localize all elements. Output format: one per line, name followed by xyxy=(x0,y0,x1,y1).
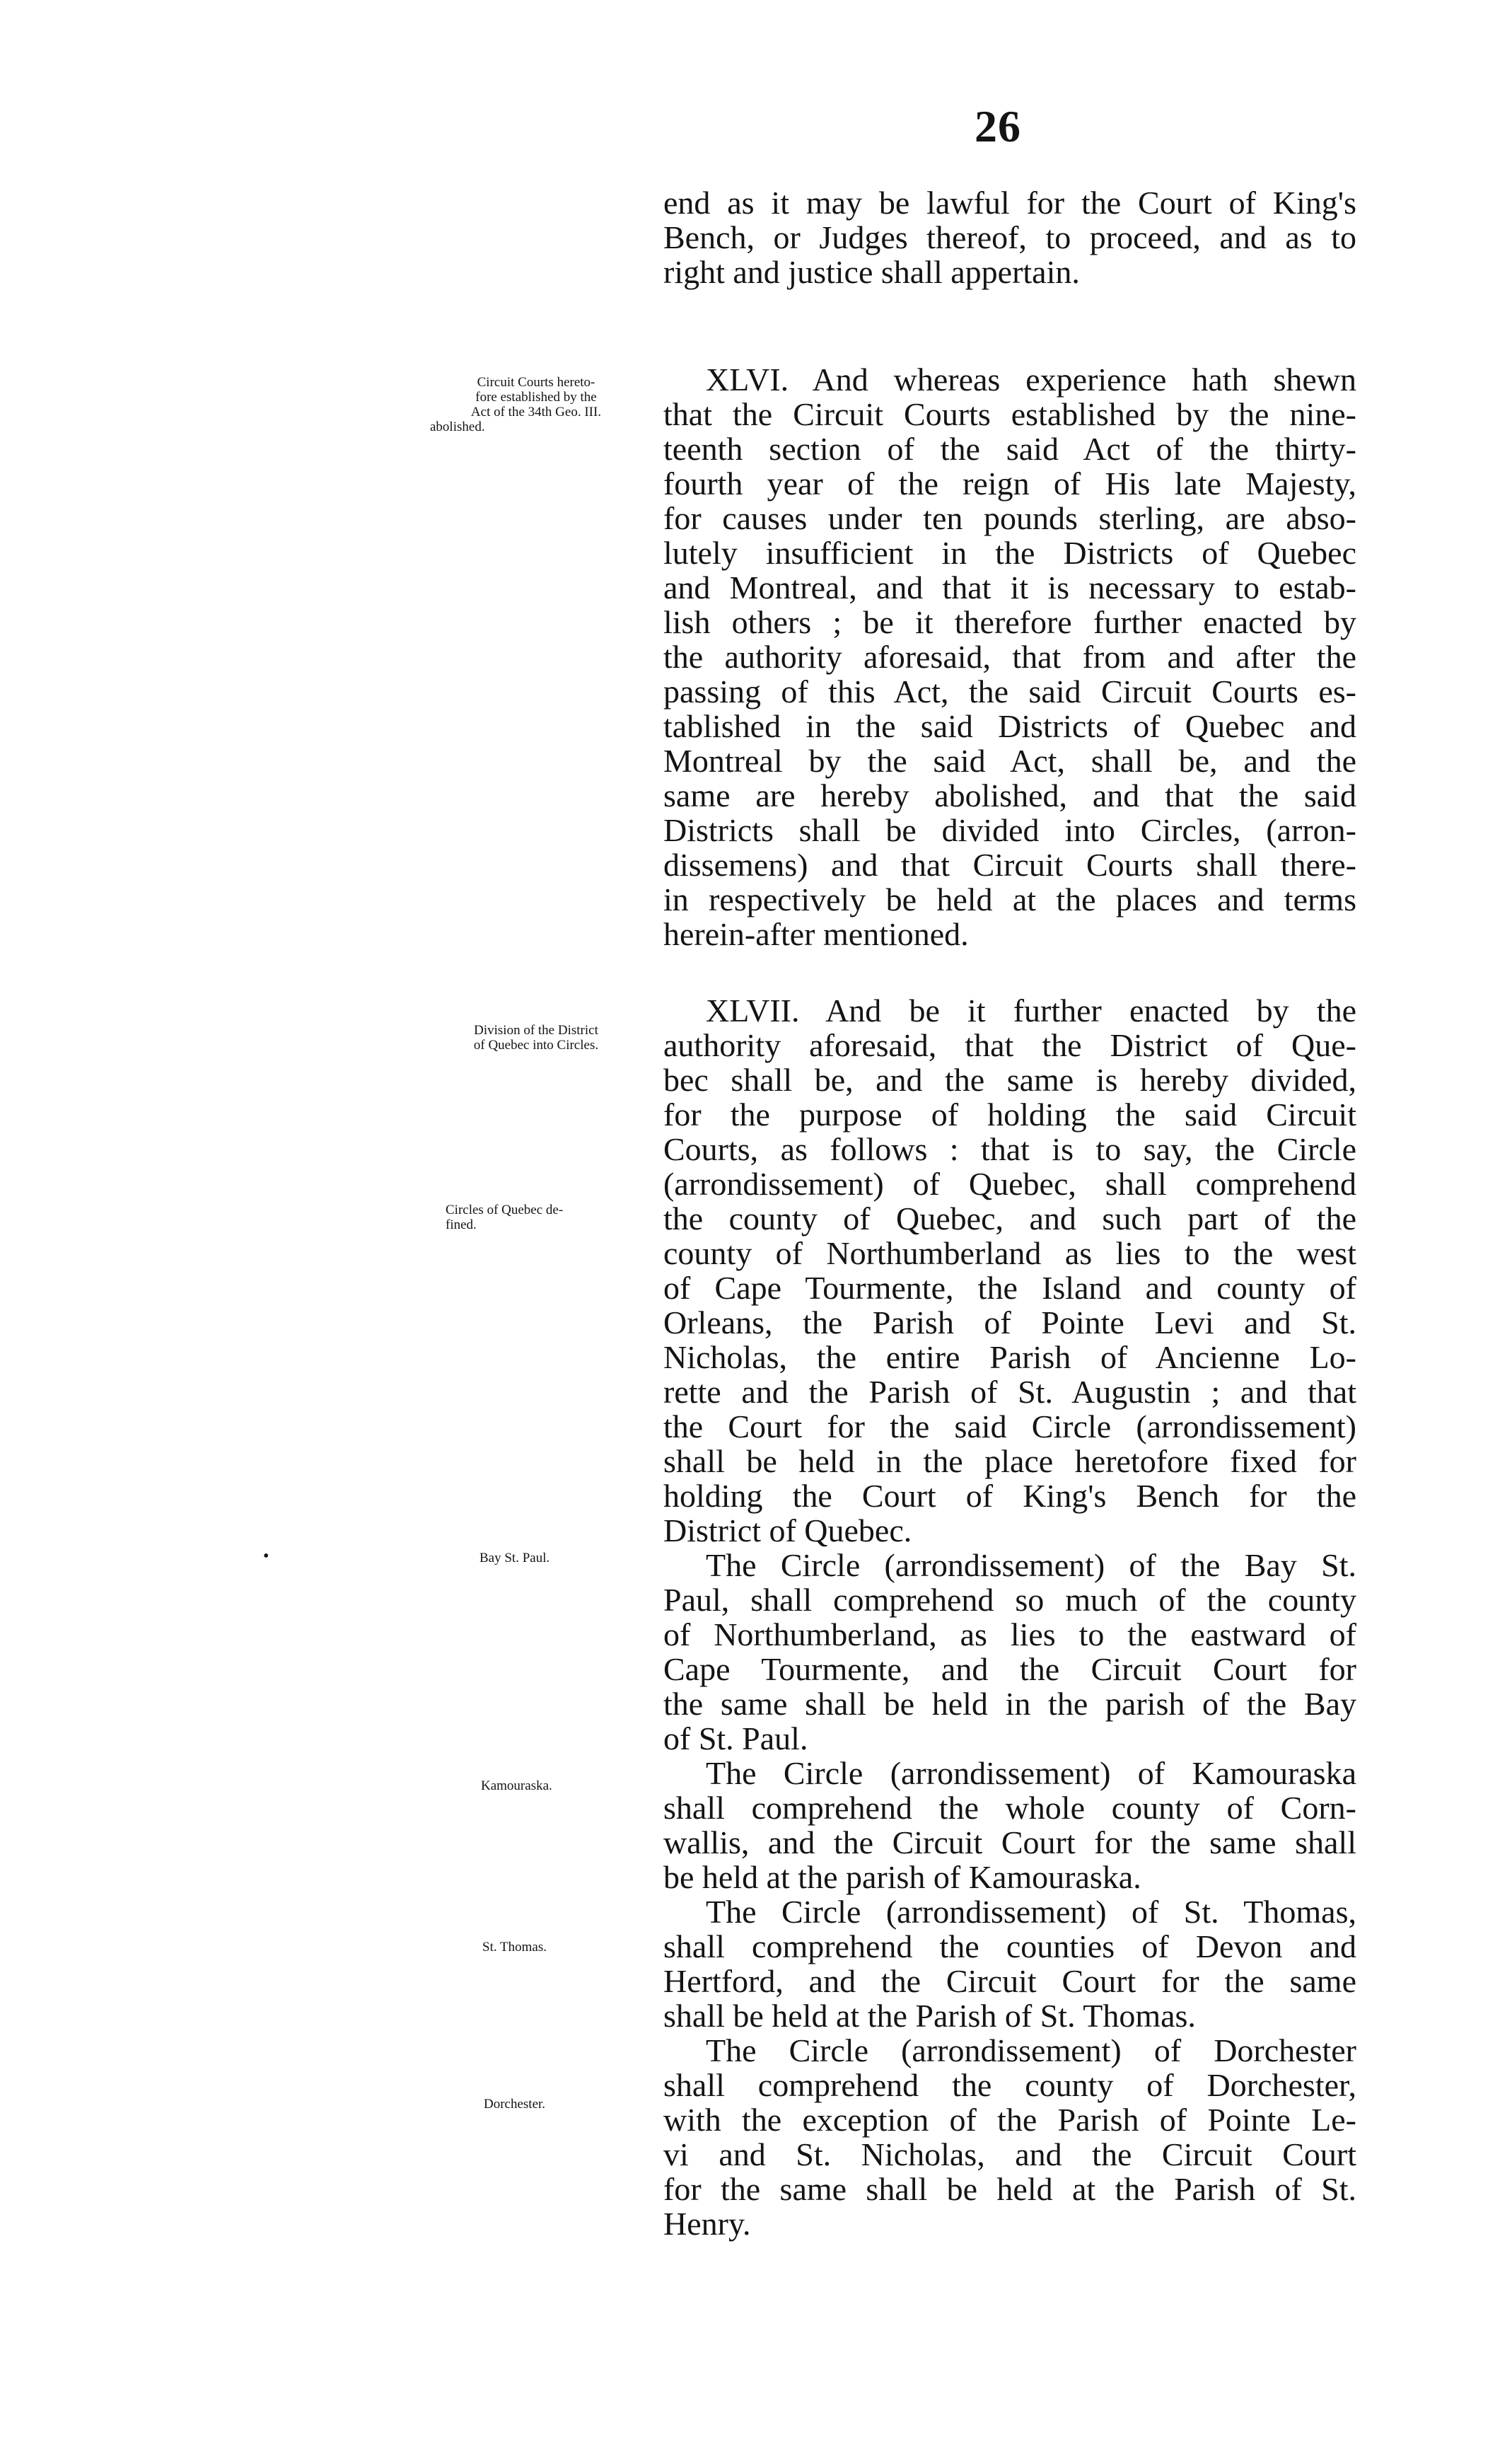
margin-note-circles-defined xyxy=(446,1203,658,1232)
text-line: of Northumberland, as lies to the eastward of xyxy=(663,1616,1356,1652)
margin-note-circuit-courts xyxy=(430,375,642,434)
text-line: Bench, or Judges thereof, to proceed, and as to xyxy=(663,219,1356,255)
text-line: shall comprehend the whole county of Corn- xyxy=(663,1790,1356,1826)
paragraph-dorchester xyxy=(663,2033,1356,2241)
text-line: shall comprehend the county of Dorchester, xyxy=(663,2067,1356,2103)
text-line: the authority aforesaid, that from and after the xyxy=(663,639,1356,675)
text-line: tablished in the said Districts of Quebec and xyxy=(663,708,1356,744)
text-line: the same shall be held in the parish of the Bay xyxy=(663,1686,1356,1722)
text-line: bec shall be, and the same is hereby divided, xyxy=(663,1062,1356,1098)
text-line: county of Northumberland as lies to the west xyxy=(663,1235,1356,1271)
text-line: wallis, and the Circuit Court for the same shall xyxy=(663,1824,1356,1860)
text-line: the county of Quebec, and such part of the xyxy=(663,1200,1356,1237)
text-line: of Cape Tourmente, the Island and county of xyxy=(663,1270,1356,1306)
margin-note-division xyxy=(430,1023,642,1053)
margin-note-line: Circuit Courts hereto- xyxy=(477,375,595,390)
text-line: Henry. xyxy=(663,2206,751,2242)
text-line: Districts shall be divided into Circles, (arron- xyxy=(663,812,1356,848)
margin-note-dorchester xyxy=(484,2097,696,2112)
text-line: The Circle (arrondissement) of St. Thomas, xyxy=(706,1894,1356,1930)
paragraph-bay-st-paul xyxy=(663,1548,1356,1756)
text-line: Paul, shall comprehend so much of the county xyxy=(663,1582,1356,1618)
text-line: Nicholas, the entire Parish of Ancienne Lo- xyxy=(663,1339,1356,1375)
margin-note-line: fore established by the xyxy=(475,390,597,405)
margin-note-st-thomas xyxy=(482,1940,694,1955)
text-line: Courts, as follows : that is to say, the Circle xyxy=(663,1131,1356,1167)
text-line: be held at the parish of Kamouraska. xyxy=(663,1859,1141,1895)
margin-note-line: abolished. xyxy=(430,419,485,434)
text-line: Orleans, the Parish of Pointe Levi and St. xyxy=(663,1304,1356,1341)
margin-note-line: Circles of Quebec de- xyxy=(446,1203,564,1217)
text-line: lish others ; be it therefore further enacted by xyxy=(663,604,1356,640)
text-line: The Circle (arrondissement) of Dorchester xyxy=(706,2032,1356,2068)
text-line: passing of this Act, the said Circuit Courts es- xyxy=(663,673,1356,710)
margin-note-line: Kamouraska. xyxy=(481,1778,552,1793)
page-number: 26 xyxy=(975,101,1021,151)
text-line: holding the Court of King's Bench for the xyxy=(663,1478,1356,1514)
text-line: Cape Tourmente, and the Circuit Court for xyxy=(663,1651,1356,1687)
text-line: herein-after mentioned. xyxy=(663,916,969,952)
margin-note-kamouraska xyxy=(481,1778,693,1793)
section-heading-line: XLVI. And whereas experience hath shewn xyxy=(706,361,1356,398)
text-line: with the exception of the Parish of Pointe Le- xyxy=(663,2102,1356,2138)
text-line: The Circle (arrondissement) of the Bay St. xyxy=(706,1547,1356,1583)
text-line: that the Circuit Courts established by the nine- xyxy=(663,396,1356,432)
margin-note-line: Division of the District xyxy=(474,1023,598,1038)
text-line: teenth section of the said Act of the thirty- xyxy=(663,431,1356,467)
text-line: of St. Paul. xyxy=(663,1720,808,1756)
text-line: right and justice shall appertain. xyxy=(663,254,1080,290)
text-line: for causes under ten pounds sterling, are abso- xyxy=(663,500,1356,536)
text-line: in respectively be held at the places and terms xyxy=(663,881,1356,917)
section-xlvi xyxy=(663,362,1356,951)
margin-note-line: of Quebec into Circles. xyxy=(473,1038,599,1053)
text-line: shall be held at the Parish of St. Thomas. xyxy=(663,1998,1196,2034)
text-line: vi and St. Nicholas, and the Circuit Court xyxy=(663,2136,1356,2172)
margin-note-line: St. Thomas. xyxy=(482,1940,547,1955)
section-heading-line: XLVII. And be it further enacted by the xyxy=(706,992,1356,1029)
text-line: authority aforesaid, that the District of Que- xyxy=(663,1027,1356,1063)
text-line: The Circle (arrondissement) of Kamouraska xyxy=(706,1755,1356,1791)
text-line: (arrondissement) of Quebec, shall comprehend xyxy=(663,1166,1356,1202)
text-line: lutely insufficient in the Districts of Quebec xyxy=(663,535,1356,571)
text-line: the Court for the said Circle (arrondissement) xyxy=(663,1408,1356,1444)
margin-note-line: Bay St. Paul. xyxy=(479,1551,550,1565)
text-line: Hertford, and the Circuit Court for the same xyxy=(663,1963,1356,1999)
text-line: same are hereby abolished, and that the said xyxy=(663,777,1356,814)
text-line: for the same shall be held at the Parish of St. xyxy=(663,2171,1356,2207)
text-line: fourth year of the reign of His late Majesty, xyxy=(663,465,1356,502)
section-xlvii xyxy=(663,993,1356,1548)
margin-note-line: fined. xyxy=(446,1217,477,1232)
margin-note-line: Dorchester. xyxy=(484,2097,546,2112)
paragraph-kamouraska xyxy=(663,1756,1356,1894)
margin-note-bay-st-paul xyxy=(479,1551,692,1565)
text-line: shall be held in the place heretofore fixed for xyxy=(663,1443,1356,1479)
stray-mark: • xyxy=(263,1547,269,1565)
paragraph-st-thomas xyxy=(663,1894,1356,2033)
text-line: rette and the Parish of St. Augustin ; and that xyxy=(663,1374,1356,1410)
text-line: District of Quebec. xyxy=(663,1512,912,1548)
text-line: and Montreal, and that it is necessary to estab- xyxy=(663,569,1356,606)
text-line: dissemens) and that Circuit Courts shall there- xyxy=(663,847,1356,883)
intro-paragraph xyxy=(663,185,1356,289)
text-line: end as it may be lawful for the Court of King's xyxy=(663,185,1356,221)
text-line: for the purpose of holding the said Circuit xyxy=(663,1096,1356,1133)
text-line: shall comprehend the counties of Devon and xyxy=(663,1928,1356,1964)
text-line: Montreal by the said Act, shall be, and the xyxy=(663,743,1356,779)
margin-note-line: Act of the 34th Geo. III. xyxy=(470,405,602,419)
